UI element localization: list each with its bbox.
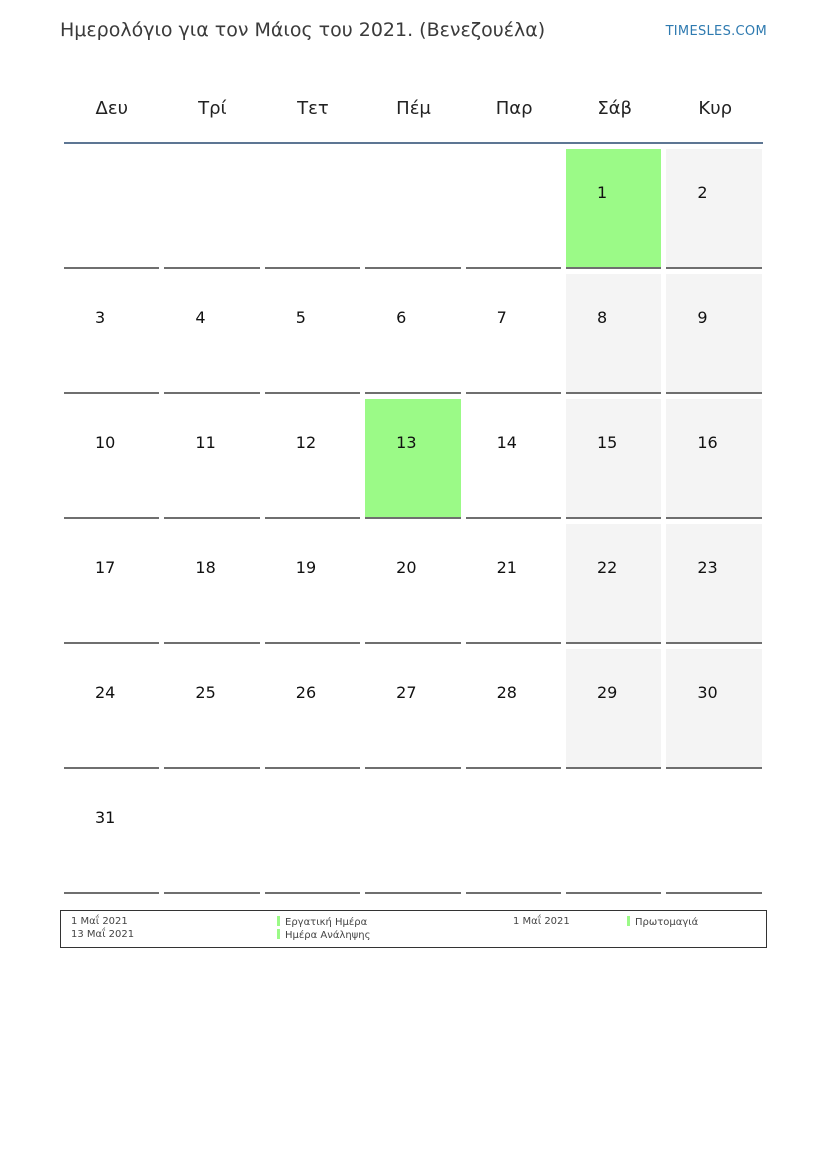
day-number: 23 [697, 558, 718, 577]
day-cell[interactable] [265, 399, 360, 519]
day-cell[interactable] [666, 149, 761, 269]
empty-day-cell [666, 774, 761, 894]
day-cell[interactable] [64, 274, 159, 394]
day-cell[interactable] [265, 274, 360, 394]
day-cell[interactable] [566, 274, 661, 394]
weekday-fri: Παρ [495, 97, 533, 119]
calendar-week-row [64, 774, 763, 894]
brand-link[interactable]: TIMESLES.COM [665, 24, 767, 39]
empty-day-cell [365, 149, 460, 269]
day-cell[interactable] [566, 524, 661, 644]
calendar-week-row [64, 524, 763, 644]
day-number: 29 [596, 683, 618, 702]
weekday-thu: Πέμ [396, 97, 431, 119]
calendar-week-row [64, 274, 763, 394]
legend-date-1: 1 Μαΐ 2021 [71, 916, 128, 927]
day-cell[interactable] [466, 649, 561, 769]
day-cell[interactable] [365, 399, 460, 519]
empty-day-cell [164, 149, 259, 269]
day-cell[interactable] [666, 274, 761, 394]
day-cell[interactable] [265, 524, 360, 644]
day-cell[interactable] [466, 399, 561, 519]
day-number: 21 [496, 558, 517, 577]
calendar-grid [64, 74, 763, 894]
day-cell[interactable] [64, 649, 159, 769]
empty-day-cell [466, 774, 561, 894]
day-cell[interactable] [666, 399, 761, 519]
day-number: 3 [95, 308, 106, 327]
day-cell[interactable] [365, 524, 460, 644]
day-number: 15 [596, 433, 618, 452]
day-number: 10 [95, 433, 116, 452]
holiday-color-marker [277, 916, 280, 926]
empty-day-cell [265, 149, 360, 269]
legend-name-3: Πρωτομαγιά [635, 917, 699, 928]
day-number: 22 [596, 558, 618, 577]
day-number: 26 [295, 683, 317, 702]
day-number: 9 [697, 308, 708, 327]
day-number: 28 [496, 683, 517, 702]
day-cell[interactable] [64, 524, 159, 644]
day-cell[interactable] [265, 649, 360, 769]
day-cell[interactable] [365, 274, 460, 394]
day-number: 17 [95, 558, 116, 577]
day-number: 18 [195, 558, 216, 577]
day-number: 7 [496, 308, 507, 327]
empty-day-cell [64, 149, 159, 269]
legend-date-2: 13 Μαΐ 2021 [71, 929, 135, 940]
day-number: 2 [697, 183, 708, 202]
day-cell[interactable] [466, 524, 561, 644]
holiday-legend [60, 910, 767, 948]
holiday-color-marker [277, 929, 280, 939]
calendar-week-row [64, 149, 763, 269]
legend-name-2: Ημέρα Ανάληψης [285, 930, 371, 941]
calendar-weeks [64, 149, 763, 894]
day-number: 14 [496, 433, 517, 452]
legend-date-3: 1 Μαΐ 2021 [513, 916, 570, 927]
legend-item-2 [277, 929, 370, 941]
day-number: 19 [295, 558, 317, 577]
legend-name-1: Εργατική Ημέρα [285, 917, 368, 928]
day-cell[interactable] [164, 274, 259, 394]
day-number: 8 [596, 308, 608, 327]
day-number: 16 [697, 433, 718, 452]
day-cell[interactable] [365, 649, 460, 769]
day-number: 6 [396, 308, 407, 327]
day-number: 12 [295, 433, 317, 452]
day-number: 4 [195, 308, 206, 327]
weekday-header-row [64, 74, 763, 144]
day-cell[interactable] [666, 524, 761, 644]
day-cell[interactable] [164, 649, 259, 769]
calendar-week-row [64, 649, 763, 769]
day-number: 5 [295, 308, 306, 327]
empty-day-cell [466, 149, 561, 269]
day-number: 13 [396, 433, 417, 452]
day-cell[interactable] [164, 524, 259, 644]
day-number: 11 [195, 433, 216, 452]
day-number: 1 [596, 183, 608, 202]
weekday-wed: Τετ [297, 97, 329, 119]
day-cell[interactable] [64, 774, 159, 894]
empty-day-cell [365, 774, 460, 894]
weekday-tue: Τρί [198, 97, 227, 119]
day-number: 31 [95, 808, 116, 827]
day-cell[interactable] [164, 399, 259, 519]
weekday-sat: Σάβ [597, 97, 633, 119]
day-cell[interactable] [566, 399, 661, 519]
empty-day-cell [164, 774, 259, 894]
day-cell[interactable] [566, 149, 661, 269]
legend-item-3 [627, 916, 698, 928]
day-number: 30 [697, 683, 718, 702]
day-cell[interactable] [466, 274, 561, 394]
empty-day-cell [566, 774, 661, 894]
day-cell[interactable] [64, 399, 159, 519]
legend-item-1 [277, 916, 367, 928]
weekday-sun: Κυρ [698, 97, 733, 119]
day-cell[interactable] [666, 649, 761, 769]
holiday-color-marker [627, 916, 630, 926]
weekday-mon: Δευ [95, 97, 129, 119]
empty-day-cell [265, 774, 360, 894]
day-number: 27 [396, 683, 417, 702]
day-number: 25 [195, 683, 216, 702]
calendar-week-row [64, 399, 763, 519]
day-number: 20 [396, 558, 417, 577]
day-cell[interactable] [566, 649, 661, 769]
day-number: 24 [95, 683, 116, 702]
page-title: Ημερολόγιο για τον Μάιος του 2021. (Βενεζουέλα) [60, 19, 546, 41]
